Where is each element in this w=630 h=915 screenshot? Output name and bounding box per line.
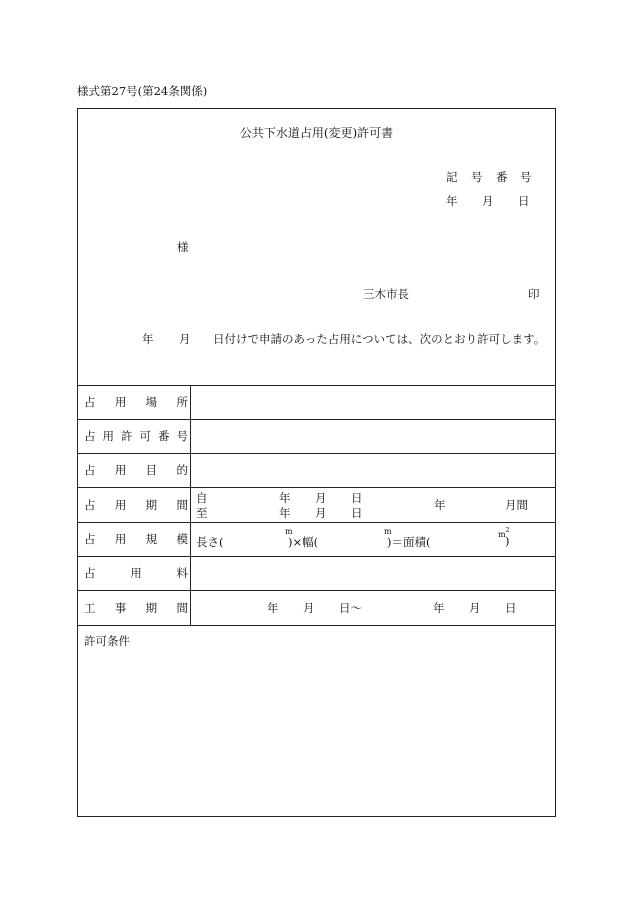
issue-date-day: 日 <box>518 194 530 208</box>
scale-area-label: )＝面積( <box>387 535 431 549</box>
row-divider <box>78 522 555 523</box>
period-from: 自 <box>196 491 208 505</box>
scale-close: ) <box>505 534 510 548</box>
period-from-month: 月 <box>315 491 327 505</box>
kigou-char-1: 記 <box>446 170 458 184</box>
scale-width-label: )×幅( <box>288 535 319 549</box>
label-period: 占 用 期 間 <box>84 498 188 512</box>
construction-from-day: 日〜 <box>339 601 362 615</box>
construction-to-month: 月 <box>469 601 481 615</box>
construction-to-day: 日 <box>505 601 517 615</box>
table-bottom-line <box>78 625 555 626</box>
kigou-char-4: 号 <box>520 170 532 184</box>
unit-square-meter: $m^2$ <box>498 527 510 539</box>
statement-year: 年 <box>142 332 154 346</box>
statement-text: 日付けで申請のあった占用については、次のとおり許可します。 <box>213 332 546 346</box>
period-to-year: 年 <box>279 506 291 520</box>
period-to: 至 <box>196 506 208 520</box>
issue-date-year: 年 <box>446 194 458 208</box>
period-to-day: 日 <box>351 506 363 520</box>
period-from-day: 日 <box>351 491 363 505</box>
label-scale: 占 用 規 模 <box>84 532 188 546</box>
period-to-month: 月 <box>315 506 327 520</box>
issuer-name: 三木市長 <box>363 287 409 301</box>
label-fee: 占 用 料 <box>84 566 188 580</box>
construction-to-year: 年 <box>433 601 445 615</box>
statement-month: 月 <box>179 332 191 346</box>
row-divider <box>78 590 555 591</box>
label-permit-number: 占 用 許 可 番 号 <box>84 429 188 443</box>
duration-year: 年 <box>434 498 446 512</box>
unit-m: m <box>285 527 293 536</box>
issue-date-month: 月 <box>482 194 494 208</box>
row-divider <box>78 556 555 557</box>
construction-from-year: 年 <box>267 601 279 615</box>
label-place: 占 用 場 所 <box>84 395 188 409</box>
unit-m: m <box>384 527 392 536</box>
row-divider <box>78 419 555 420</box>
construction-from-month: 月 <box>303 601 315 615</box>
form-title: 公共下水道占用(変更)許可書 <box>239 126 394 140</box>
conditions-label: 許可条件 <box>84 634 130 648</box>
addressee-suffix: 様 <box>177 240 189 254</box>
kigou-char-3: 番 <box>496 170 508 184</box>
table-top-line <box>78 385 555 386</box>
permit-form <box>77 108 556 817</box>
row-divider <box>78 453 555 454</box>
label-column-divider <box>190 385 191 625</box>
scale-length-label: 長さ( <box>196 535 224 549</box>
form-number: 様式第27号(第24条関係) <box>77 84 208 98</box>
label-construction-period: 工 事 期 間 <box>84 601 188 615</box>
period-from-year: 年 <box>279 491 291 505</box>
label-purpose: 占 用 目 的 <box>84 463 188 477</box>
duration-months: 月間 <box>505 498 528 512</box>
seal-mark: 印 <box>528 287 540 301</box>
kigou-char-2: 号 <box>471 170 483 184</box>
row-divider <box>78 487 555 488</box>
